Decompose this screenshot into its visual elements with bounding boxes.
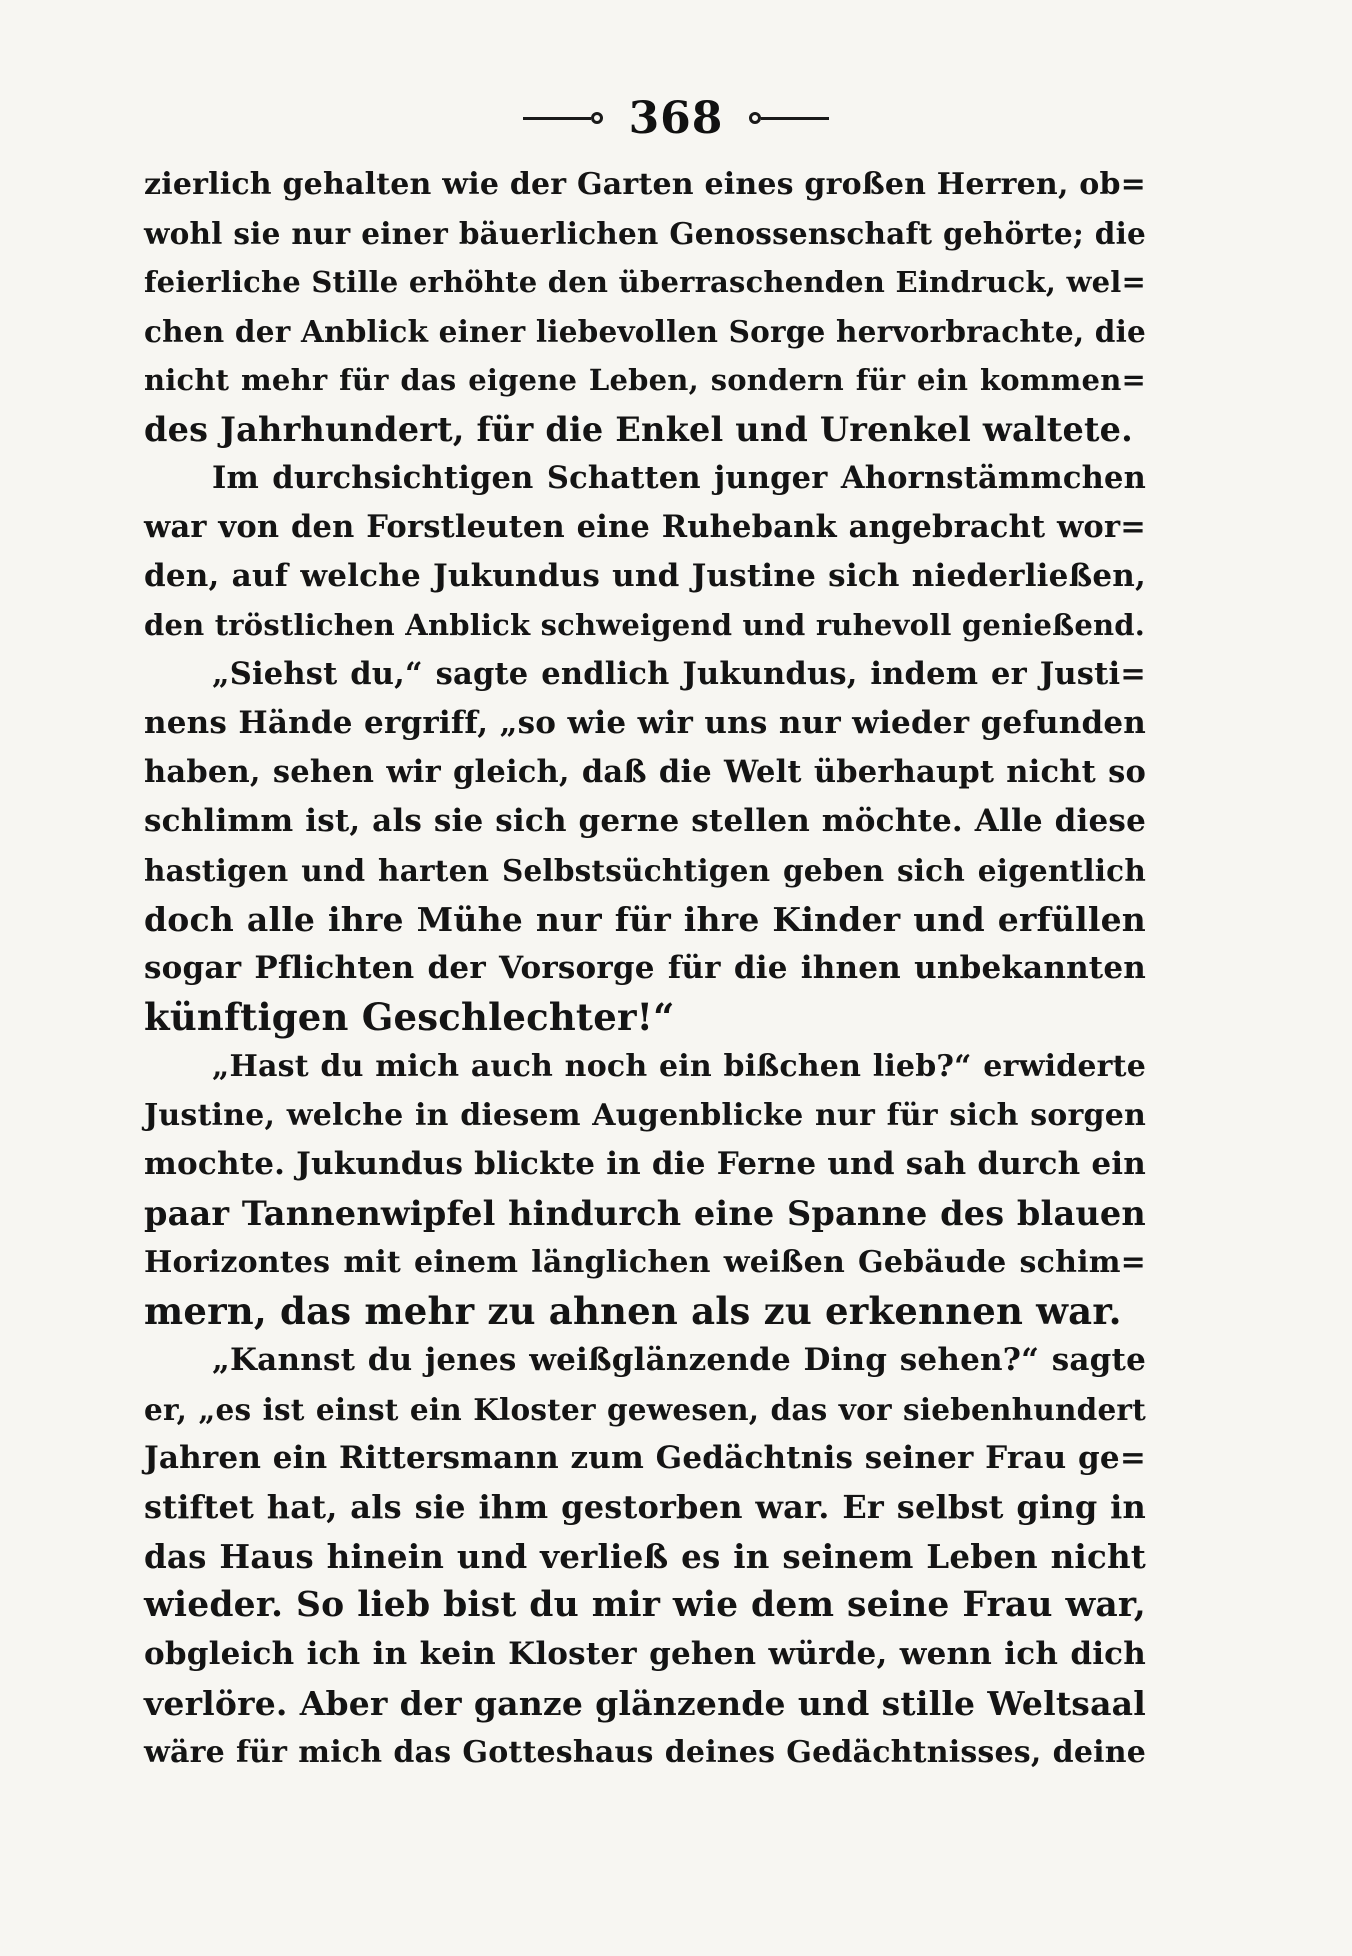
text-line: paar Tannenwipfel hindurch eine Spanne des blauen <box>144 1194 1146 1233</box>
ornament-line <box>761 117 829 120</box>
page-number: 368 <box>628 92 724 144</box>
ornament-ring <box>749 112 761 124</box>
text-line: er, „es ist einst ein Kloster gewesen, das vor siebenhundert <box>144 1392 1146 1427</box>
text-line: wäre für mich das Gotteshaus deines Gedächtnisses, deine <box>144 1735 1146 1770</box>
text-line: wohl sie nur einer bäuerlichen Genossenschaft gehörte; die <box>144 216 1146 251</box>
text-line: haben, sehen wir gleich, daß die Welt überhaupt nicht so <box>144 754 1146 790</box>
ornament-ring <box>591 112 603 124</box>
text-line: Horizontes mit einem länglichen weißen Gebäude schim= <box>144 1245 1146 1280</box>
left-ornament <box>523 112 603 124</box>
text-line: Jahren ein Rittersmann zum Gedächtnis seiner Frau ge= <box>144 1440 1146 1476</box>
text-line: hastigen und harten Selbstsüchtigen geben sich eigentlich <box>144 853 1146 888</box>
text-line: zierlich gehalten wie der Garten eines großen Herren, ob= <box>144 167 1146 202</box>
text-line: den, auf welche Jukundus und Justine sich niederließen, <box>144 558 1146 594</box>
text-line: schlimm ist, als sie sich gerne stellen möchte. Alle diese <box>144 803 1146 839</box>
text-line: chen der Anblick einer liebevollen Sorge hervorbrachte, die <box>144 314 1146 349</box>
text-line: doch alle ihre Mühe nur für ihre Kinder und erfüllen <box>144 900 1146 939</box>
body-text <box>144 160 1146 1777</box>
text-line: Justine, welche in diesem Augenblicke nur für sich sorgen <box>144 1098 1146 1133</box>
page-header <box>0 88 1352 148</box>
text-line: stiftet hat, als sie ihm gestorben war. Er selbst ging in <box>144 1488 1146 1526</box>
text-line: verlöre. Aber der ganze glänzende und stille Weltsaal <box>144 1684 1146 1723</box>
text-line: sogar Pflichten der Vorsorge für die ihnen unbekannten <box>144 950 1146 986</box>
right-ornament <box>749 112 829 124</box>
text-line: wieder. So lieb bist du mir wie dem seine Frau war, <box>144 1585 1146 1625</box>
text-line: mern, das mehr zu ahnen als zu erkennen war. <box>144 1289 1122 1333</box>
text-line: Im durchsichtigen Schatten junger Ahornstämmchen <box>212 460 1146 496</box>
text-line: „Kannst du jenes weißglänzende Ding sehen?“ sagte <box>212 1342 1146 1378</box>
text-line: des Jahrhundert, für die Enkel und Urenkel waltete. <box>144 410 1134 449</box>
text-line: war von den Forstleuten eine Ruhebank angebracht wor= <box>144 509 1146 545</box>
text-line: den tröstlichen Anblick schweigend und ruhevoll genießend. <box>144 608 1146 642</box>
text-line: mochte. Jukundus blickte in die Ferne und sah durch ein <box>144 1146 1146 1182</box>
text-line: „Hast du mich auch noch ein bißchen lieb?“ erwiderte <box>212 1049 1146 1084</box>
text-line: künftigen Geschlechter!“ <box>144 995 675 1039</box>
text-line: nicht mehr für das eigene Leben, sondern für ein kommen= <box>144 363 1146 397</box>
text-line: nens Hände ergriff, „so wie wir uns nur wieder gefunden <box>144 705 1146 741</box>
text-line: „Siehst du,“ sagte endlich Jukundus, indem er Justi= <box>212 656 1146 692</box>
ornament-line <box>523 117 591 120</box>
text-line: das Haus hinein und verließ es in seinem Leben nicht <box>144 1537 1146 1576</box>
text-line: feierliche Stille erhöhte den überraschenden Eindruck, wel= <box>144 265 1146 299</box>
text-line: obgleich ich in kein Kloster gehen würde, wenn ich dich <box>144 1636 1146 1672</box>
